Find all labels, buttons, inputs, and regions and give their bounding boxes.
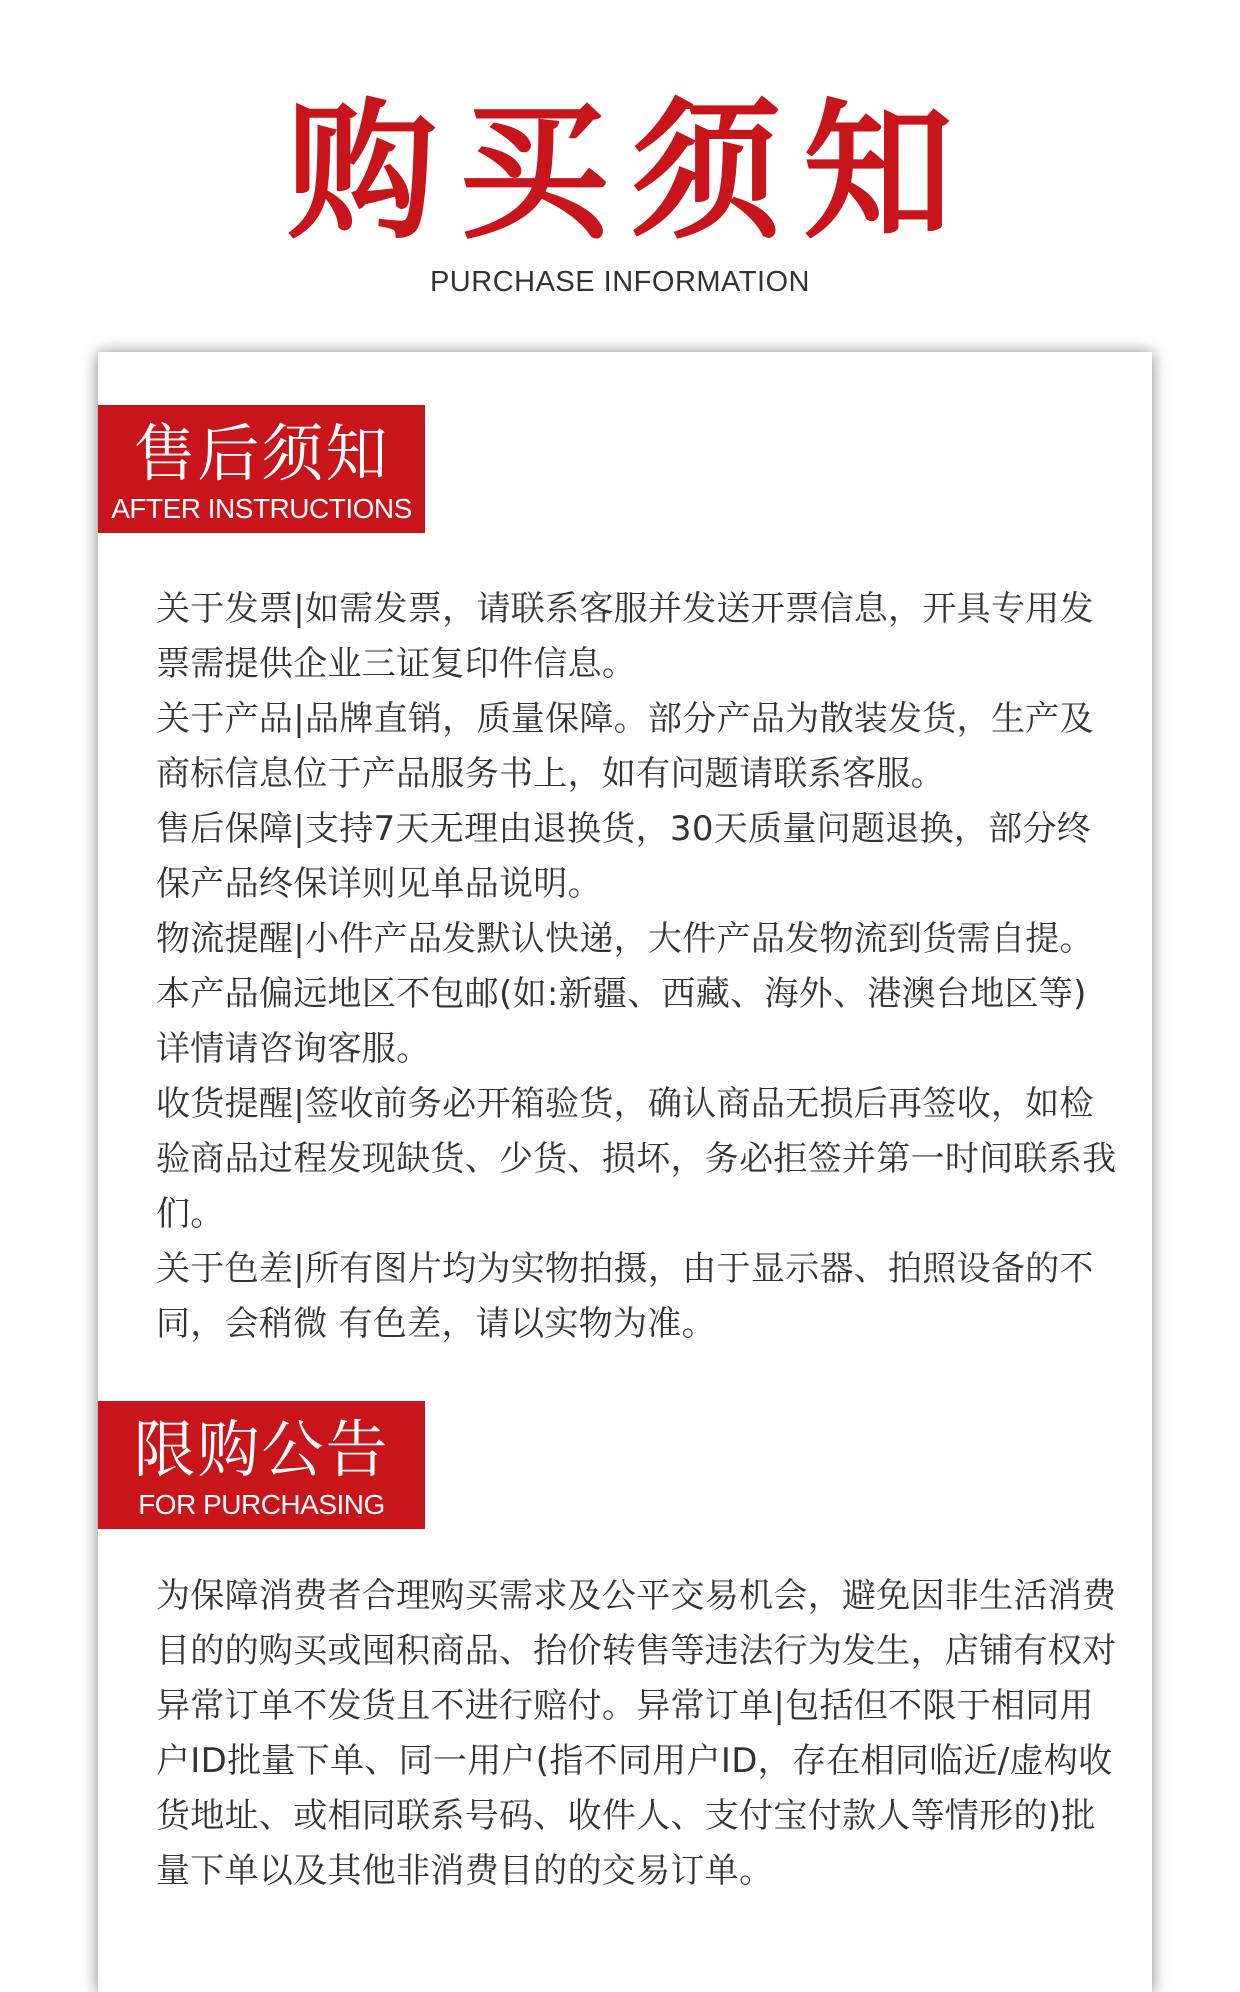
section-body-after-sales [156, 582, 1121, 1352]
section-header-purchase-limit [98, 1401, 425, 1529]
paragraph-receipt: 收货提醒|签收前务必开箱验货，确认商品无损后再签收，如检验商品过程发现缺货、少货、损坏，务必拒签并第一时间联系我们。 [156, 1084, 1117, 1234]
page-title: 购买须知 [286, 86, 975, 260]
paragraph-invoice: 关于发票|如需发票，请联系客服并发送开票信息，开具专用发票需提供企业三证复印件信息。 [156, 589, 1094, 684]
section-title-zh: 售后须知 [133, 417, 390, 490]
paragraph-product: 关于产品|品牌直销，质量保障。部分产品为散装发货，生产及商标信息位于产品服务书上，如有问题请联系客服。 [156, 699, 1094, 794]
section-header-after-sales [98, 405, 425, 533]
paragraph-logistics: 物流提醒|小件产品发默认快递，大件产品发物流到货需自提。本产品偏远地区不包邮(如:新疆、西藏、海外、港澳台地区等) 详情请咨询客服。 [156, 919, 1094, 1069]
section-title-zh: 限购公告 [133, 1413, 390, 1486]
paragraph-color: 关于色差|所有图片均为实物拍摄，由于显示器、拍照设备的不同，会稍微 有色差，请以实物为准。 [156, 1249, 1094, 1344]
section-title-en: AFTER INSTRUCTIONS [111, 493, 412, 524]
section-body-purchase-limit [156, 1569, 1121, 1899]
paragraph-after-sales: 售后保障|支持7天无理由退换货，30天质量问题退换，部分终保产品终保详则见单品说明。 [156, 809, 1092, 904]
paragraph-purchase-limit: 为保障消费者合理购买需求及公平交易机会，避免因非生活消费目的的购买或囤积商品、抬价转售等违法行为发生，店铺有权对异常订单不发货且不进行赔付。异常订单|包括但不限于相同用户ID批量下单、同一用户(指不同用户ID，存在相同临近/虚构收货地址、或相同联系号码、收件人、支付宝付款人等情形的)批量下单以及其他非消费目的的交易订单。 [156, 1576, 1117, 1891]
info-card [98, 352, 1152, 1992]
section-title-en: FOR PURCHASING [138, 1489, 385, 1520]
page-subtitle: PURCHASE INFORMATION [429, 266, 811, 298]
